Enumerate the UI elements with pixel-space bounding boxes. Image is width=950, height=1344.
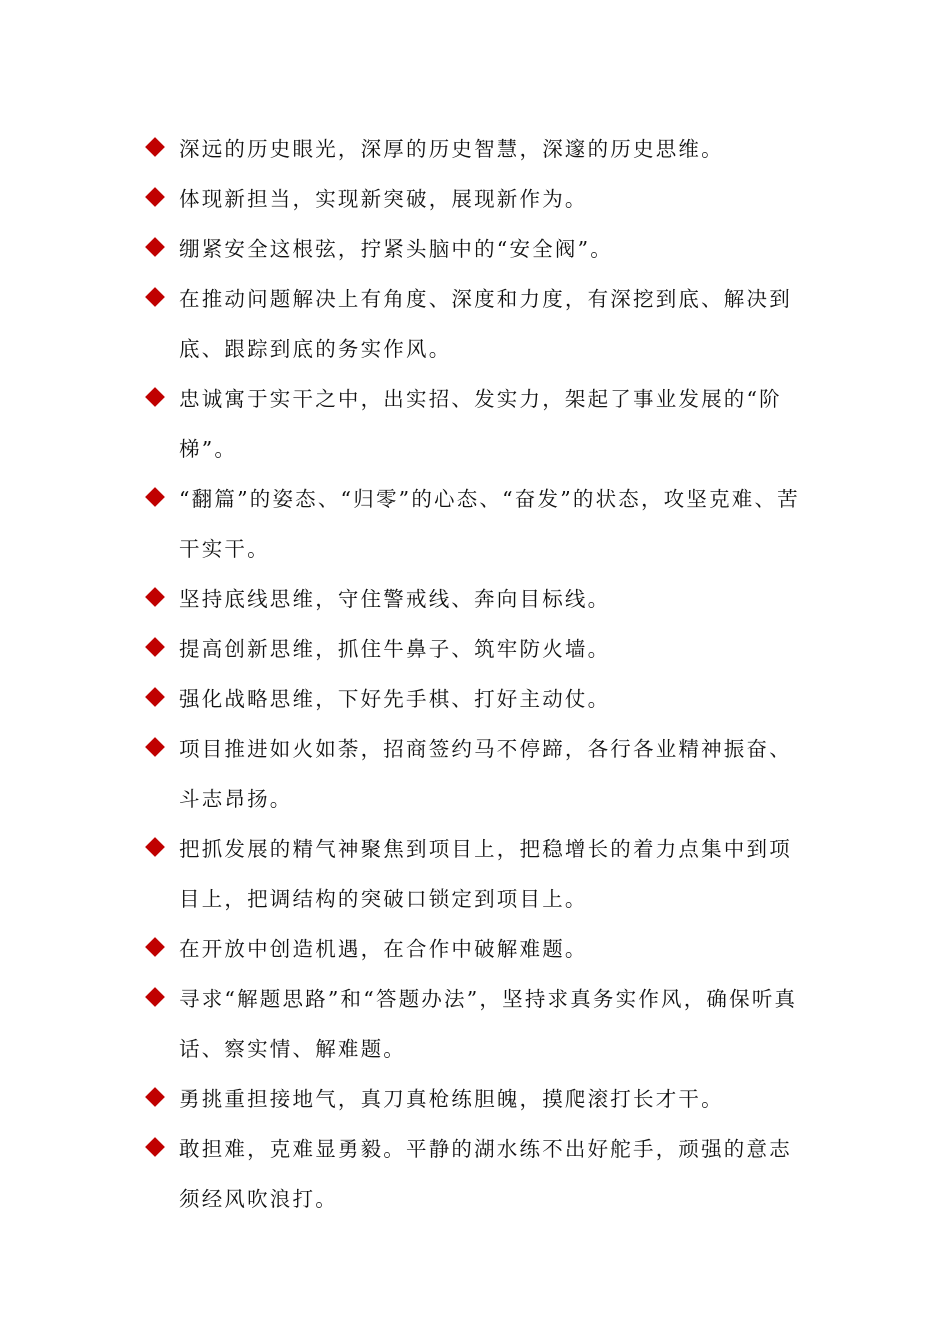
list-item-text: 强化战略思维，下好先手棋、打好主动仗。: [179, 687, 611, 711]
list-item-text: 敢担难，克难显勇毅。平静的湖水练不出好舵手，顽强的意志须经风吹浪打。: [179, 1137, 792, 1211]
list-item-text: 在推动问题解决上有角度、深度和力度，有深挖到底、解决到底、跟踪到底的务实作风。: [179, 287, 792, 361]
list-item: [145, 374, 810, 474]
red-diamond-bullet-icon: [145, 487, 165, 507]
list-item: [145, 224, 810, 274]
red-diamond-bullet-icon: [145, 137, 165, 157]
red-diamond-bullet-icon: [145, 687, 165, 707]
list-item-text: 项目推进如火如荼，招商签约马不停蹄，各行各业精神振奋、斗志昂扬。: [179, 737, 792, 811]
list-item: [145, 624, 810, 674]
list-item: [145, 174, 810, 224]
list-item-text: 把抓发展的精气神聚焦到项目上，把稳增长的着力点集中到项目上，把调结构的突破口锁定到项目上。: [179, 837, 792, 911]
list-item-text: 在开放中创造机遇，在合作中破解难题。: [179, 937, 588, 961]
list-item-text: 绷紧安全这根弦，拧紧头脑中的“安全阀”。: [179, 237, 613, 261]
list-item: [145, 124, 810, 174]
list-item: [145, 474, 810, 574]
list-item: [145, 924, 810, 974]
red-diamond-bullet-icon: [145, 637, 165, 657]
list-item: [145, 674, 810, 724]
red-diamond-bullet-icon: [145, 237, 165, 257]
red-diamond-bullet-icon: [145, 737, 165, 757]
red-diamond-bullet-icon: [145, 1137, 165, 1157]
list-item: [145, 974, 810, 1074]
list-item: [145, 724, 810, 824]
red-diamond-bullet-icon: [145, 1087, 165, 1107]
red-diamond-bullet-icon: [145, 587, 165, 607]
list-item-text: 体现新担当，实现新突破，展现新作为。: [179, 187, 588, 211]
list-item-text: 深远的历史眼光，深厚的历史智慧，深邃的历史思维。: [179, 137, 724, 161]
red-diamond-bullet-icon: [145, 187, 165, 207]
red-diamond-bullet-icon: [145, 387, 165, 407]
list-item: [145, 1074, 810, 1124]
red-diamond-bullet-icon: [145, 287, 165, 307]
list-item-text: 忠诚寓于实干之中，出实招、发实力，架起了事业发展的“阶梯”。: [179, 387, 782, 461]
red-diamond-bullet-icon: [145, 937, 165, 957]
list-item-text: 勇挑重担接地气，真刀真枪练胆魄，摸爬滚打长才干。: [179, 1087, 724, 1111]
list-item-text: 坚持底线思维，守住警戒线、奔向目标线。: [179, 587, 611, 611]
list-item-text: 提高创新思维，抓住牛鼻子、筑牢防火墙。: [179, 637, 611, 661]
list-item: [145, 274, 810, 374]
list-item: [145, 574, 810, 624]
list-item-text: “翻篇”的姿态、“归零”的心态、“奋发”的状态，攻坚克难、苦干实干。: [179, 487, 800, 561]
red-diamond-bullet-icon: [145, 837, 165, 857]
list-item: [145, 824, 810, 924]
list-item: [145, 1124, 810, 1224]
red-diamond-bullet-icon: [145, 987, 165, 1007]
bullet-list: [145, 124, 810, 1224]
list-item-text: 寻求“解题思路”和“答题办法”，坚持求真务实作风，确保听真话、察实情、解难题。: [179, 987, 798, 1061]
